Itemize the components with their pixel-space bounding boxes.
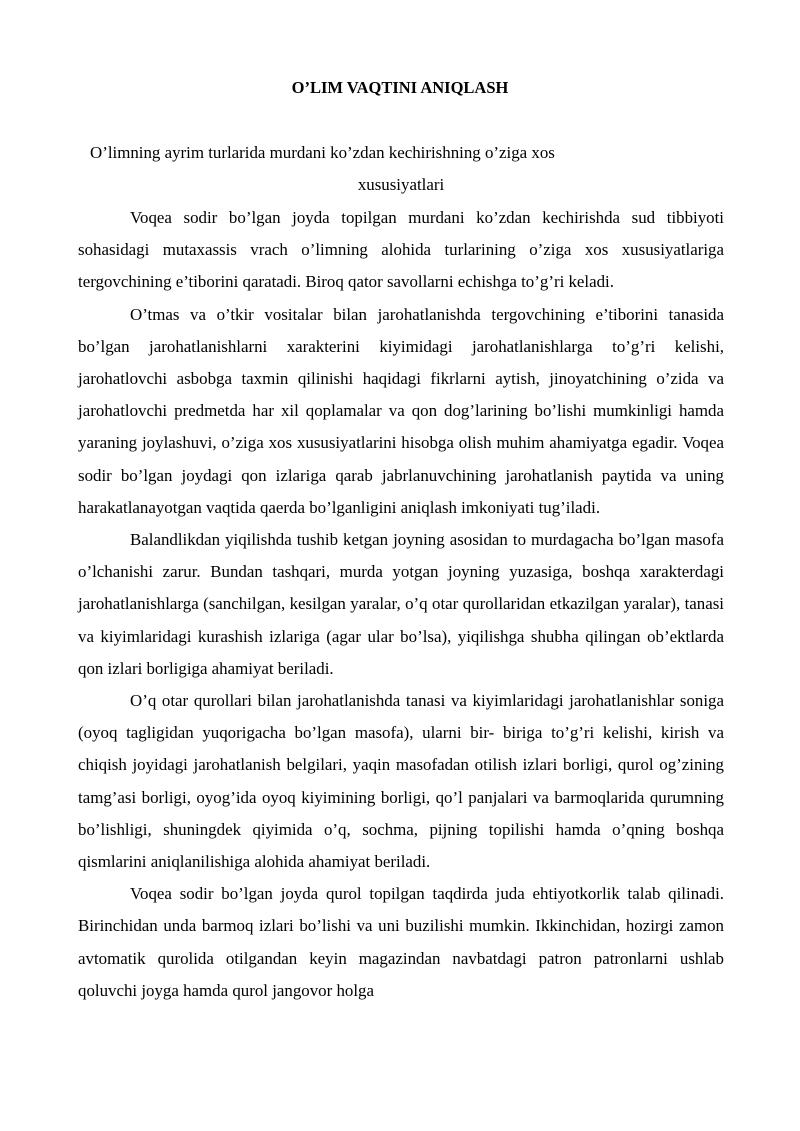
paragraph-1: Voqea sodir bo’lgan joyda topilgan murdani ko’zdan kechirishda sud tibbiyoti sohasidagi mutaxassis vrach o’limning alohida turlarining o’ziga xos xususiyatlariga tergovchining e’tiborini qaratadi. Biroq qator savollarni echishga to’g’ri keladi.: [78, 208, 724, 292]
section-subtitle: [78, 137, 724, 201]
paragraph-3: Balandlikdan yiqilishda tushib ketgan joyning asosidan to murdagacha bo’lgan masofa o’lchanishi zarur. Bundan tashqari, murda yotgan joyning yuzasiga, boshqa xarakterdagi jarohatlanishlarga (sanchilgan, kesilgan yaralar, o’q otar qurollaridan etkazilgan yaralar), tanasi va kiyimlaridagi kurashish izlariga (agar ular bo’lsa), yiqilishga shubha qilingan ob’ektlarda qon izlari borligiga ahamiyat beriladi.: [78, 530, 724, 678]
subtitle-line-2: xususiyatlari: [357, 175, 445, 194]
paragraph-5: Voqea sodir bo’lgan joyda qurol topilgan taqdirda juda ehtiyotkorlik talab qilinadi. Birinchidan unda barmoq izlari bo’lishi va uni buzilishi mumkin. Ikkinchidan, hozirgi zamon avtomatik qurolida otilgandan keyin magazindan navbatdagi patron patronlarni ushlab qoluvchi joyga hamda qurol jangovor holga: [78, 884, 724, 1000]
subtitle-line-1: O’limning ayrim turlarida murdani ko’zdan kechirishning o’ziga xos: [90, 143, 555, 162]
paragraph-4: O’q otar qurollari bilan jarohatlanishda tanasi va kiyimlaridagi jarohatlanishlar soniga (oyoq tagligidan yuqorigacha bo’lgan masofa), ularni bir- biriga to’g’ri kelishi, kirish va chiqish joyidagi jarohatlanish belgilari, yaqin masofadan otilish izlari borligi, qurol og’zining tamg’asi borligi, oyog’ida oyoq kiyimining borligi, qo’l panjalari va barmoqlarida qurumning bo’lishligi, shuningdek qiyimida o’q, sochma, pijning topilishi hamda o’qning boshqa qismlarini aniqlanilishiga alohida ahamiyat beriladi.: [78, 691, 724, 872]
paragraph-2: O’tmas va o’tkir vositalar bilan jarohatlanishda tergovchining e’tiborini tanasida bo’lgan jarohatlanishlarni xarakterini kiyimidagi jarohatlanishlarga to’g’ri kelishi, jarohatlovchi asbobga taxmin qilinishi haqidagi fikrlarni aytish, jinoyatchining o’zida va jarohatlovchi predmetda har xil qoplamalar va qon dog’larining bo’lishi mumkinligi hamda yaraning joylashuvi, o’ziga xos xususiyatlarini hisobga olish muhim ahamiyatga egadir. Voqea sodir bo’lgan joydagi qon izlariga qarab jabrlanuvchining jarohatlanish paytida va uning harakatlanayotgan vaqtida qaerda bo’lganligini aniqlash imkoniyati tug’iladi.: [78, 304, 724, 517]
body-text: [78, 202, 724, 1007]
document-title: O’LIM VAQTINI ANIQLASH: [291, 78, 509, 97]
